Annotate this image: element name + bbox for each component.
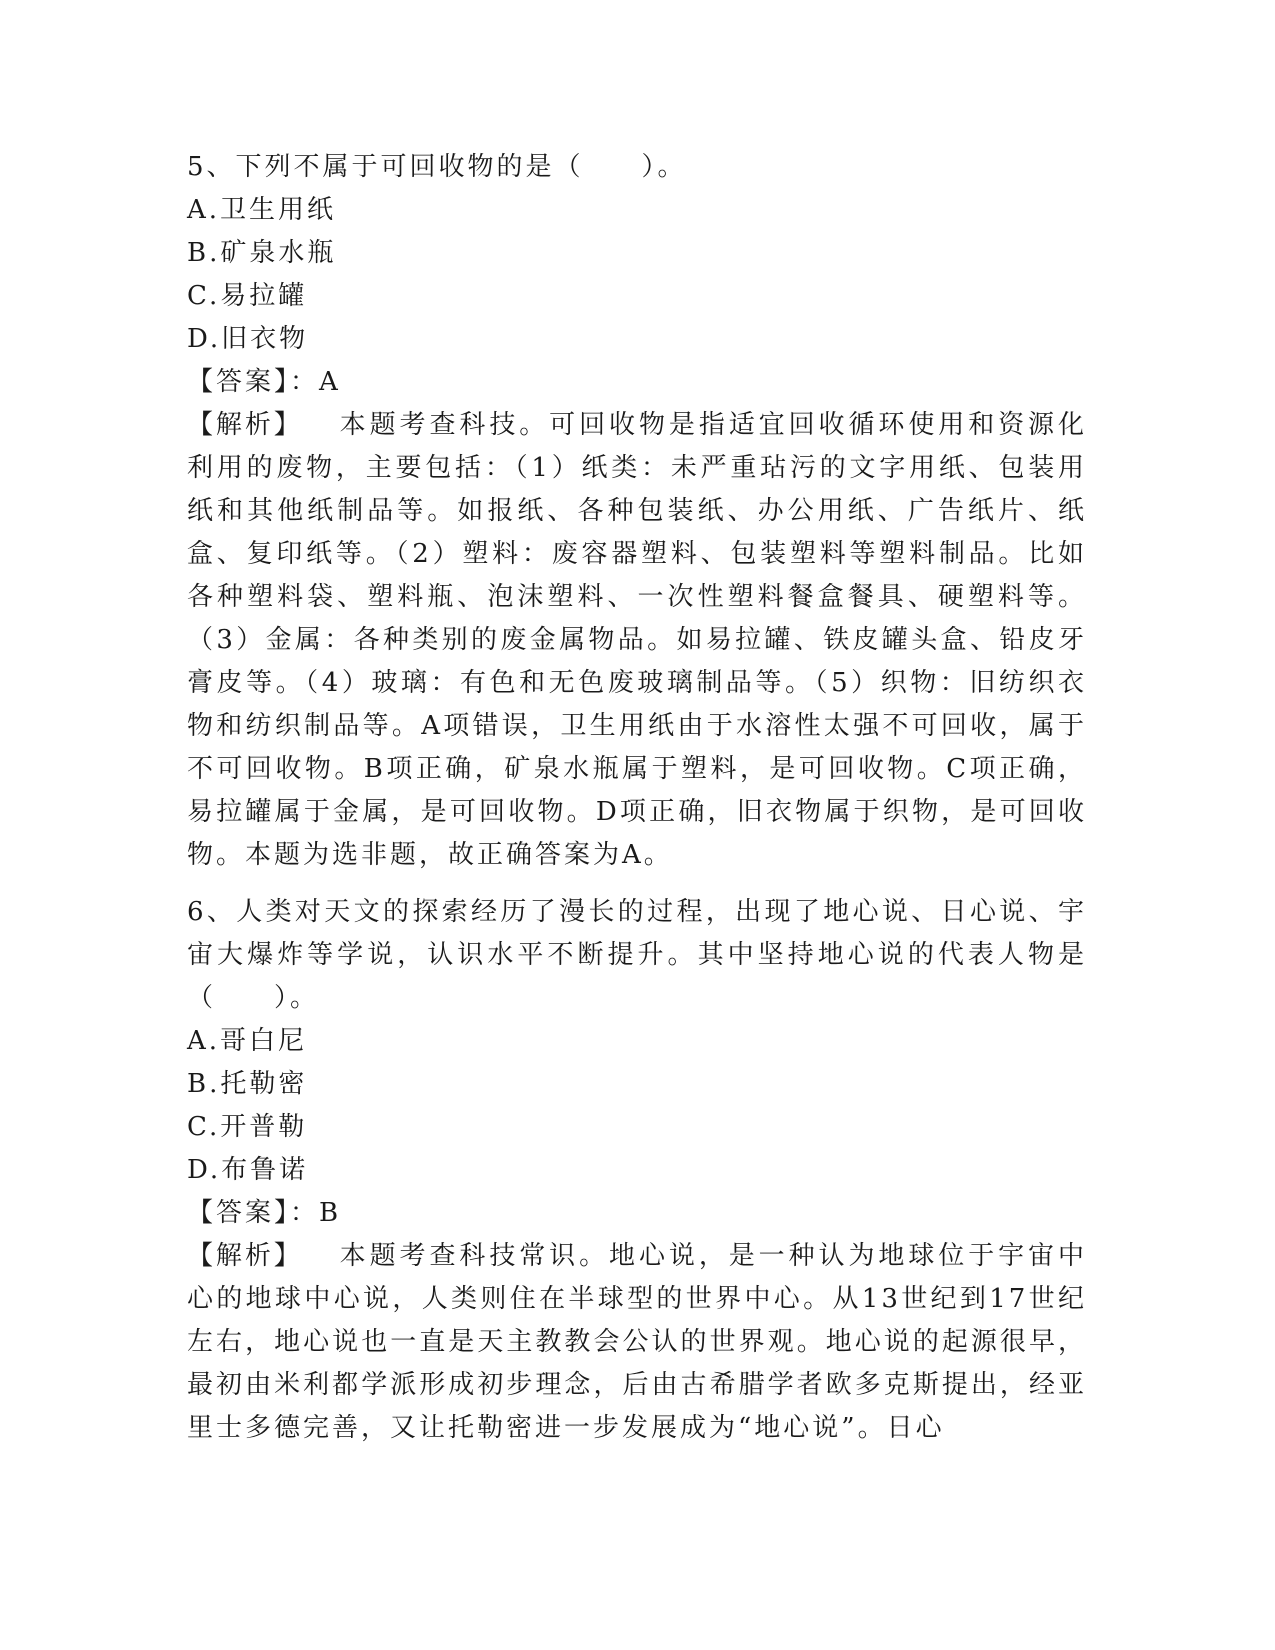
question-stem: 5、下列不属于可回收物的是（ ）。: [187, 152, 687, 182]
analysis-label: 【解析】: [187, 410, 303, 440]
option-b: B.矿泉水瓶: [187, 238, 337, 268]
analysis-label: 【解析】: [187, 1241, 303, 1271]
answer: 【答案】：A: [187, 367, 341, 397]
option-d: D.旧衣物: [187, 324, 309, 354]
answer: 【答案】：B: [187, 1198, 342, 1228]
question-5: [187, 146, 1087, 877]
option-b: B.托勒密: [187, 1069, 308, 1099]
option-c: C.开普勒: [187, 1112, 308, 1142]
option-a: A.卫生用纸: [187, 195, 337, 225]
analysis-text: 本题考查科技常识。地心说，是一种认为地球位于宇宙中心的地球中心说，人类则住在半球型的世界中心。从13世纪到17世纪左右，地心说也一直是天主教教会公认的世界观。地心说的起源很早，最初由米利都学派形成初步理念，后由古希腊学者欧多克斯提出，经亚里士多德完善，又让托勒密进一步发展成为“地心说”。日心: [187, 1241, 1087, 1443]
document-page: [187, 146, 1087, 1450]
question-6: [187, 891, 1087, 1450]
analysis: [187, 1235, 1087, 1450]
option-d: D.布鲁诺: [187, 1155, 309, 1185]
analysis: [187, 404, 1087, 877]
option-a: A.哥白尼: [187, 1026, 308, 1056]
question-stem: 6、人类对天文的探索经历了漫长的过程，出现了地心说、日心说、宇宙大爆炸等学说，认识水平不断提升。其中坚持地心说的代表人物是（ ）。: [187, 897, 1087, 1013]
option-c: C.易拉罐: [187, 281, 308, 311]
analysis-text: 本题考查科技。可回收物是指适宜回收循环使用和资源化利用的废物，主要包括：（1）纸类：未严重玷污的文字用纸、包装用纸和其他纸制品等。如报纸、各种包装纸、办公用纸、广告纸片、纸盒、复印纸等。（2）塑料：废容器塑料、包装塑料等塑料制品。比如各种塑料袋、塑料瓶、泡沫塑料、一次性塑料餐盒餐具、硬塑料等。（3）金属：各种类别的废金属物品。如易拉罐、铁皮罐头盒、铅皮牙膏皮等。（4）玻璃：有色和无色废玻璃制品等。（5）织物：旧纺织衣物和纺织制品等。A项错误，卫生用纸由于水溶性太强不可回收，属于不可回收物。B项正确，矿泉水瓶属于塑料，是可回收物。C项正确，易拉罐属于金属，是可回收物。D项正确，旧衣物属于织物，是可回收物。本题为选非题，故正确答案为A。: [187, 410, 1087, 870]
